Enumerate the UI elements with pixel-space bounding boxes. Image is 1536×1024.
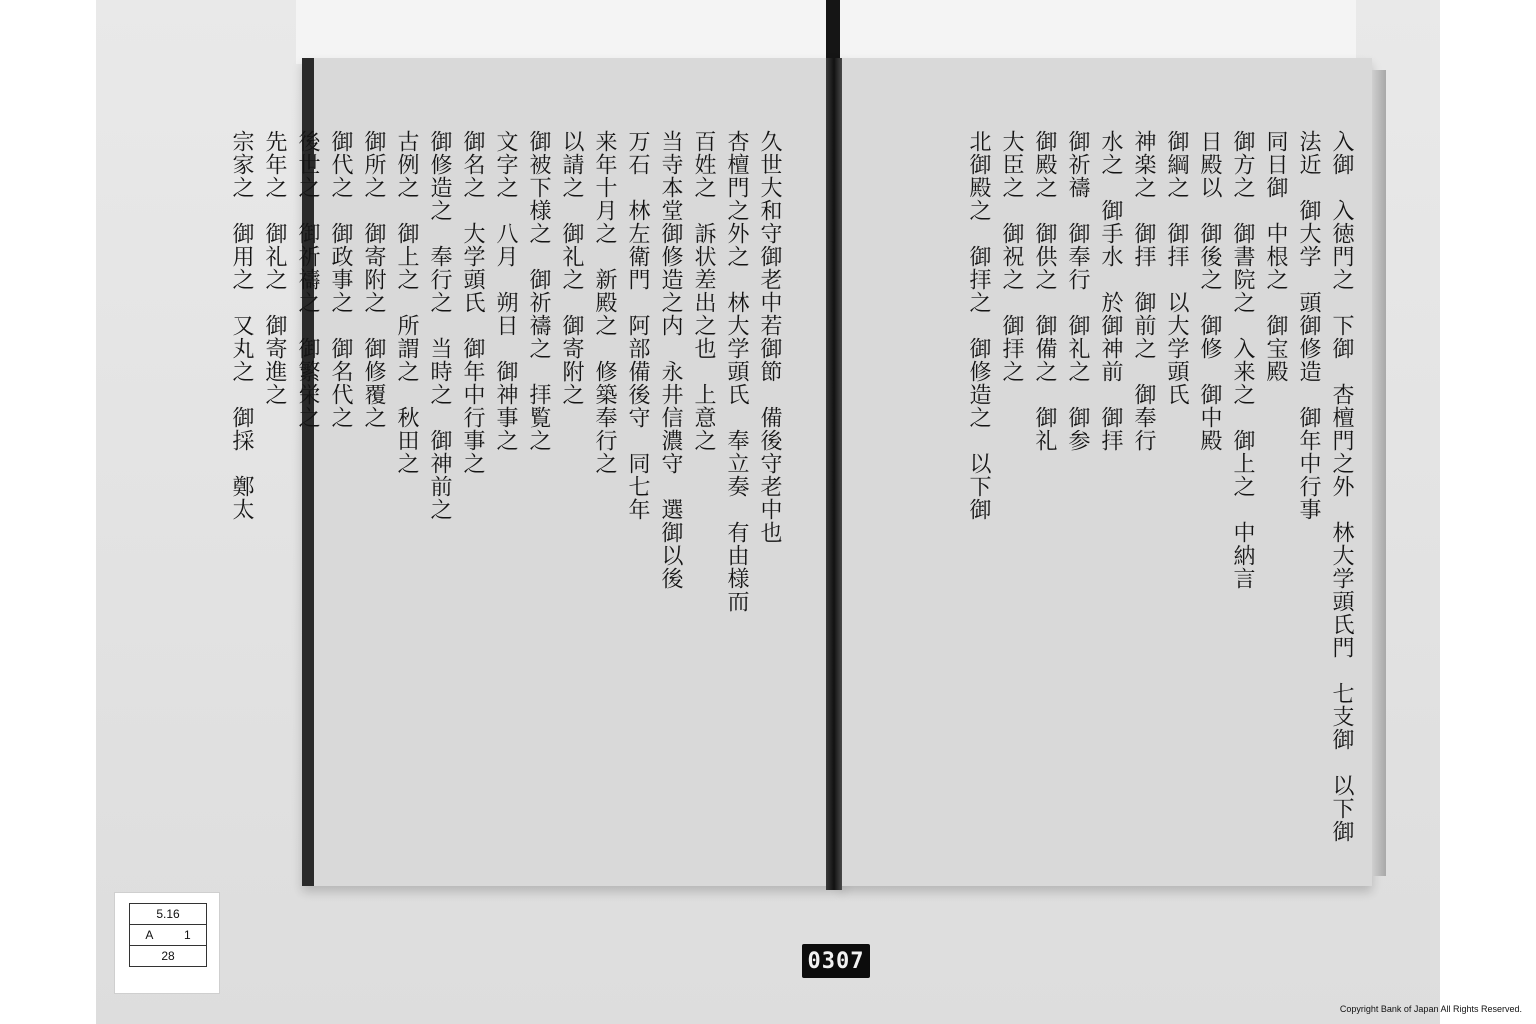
text-column: 御被下様之 御祈禱之 拝覧之 — [526, 130, 551, 452]
catalog-volume: 1 — [183, 928, 191, 942]
catalog-series: A — [145, 928, 154, 942]
text-column: 同日御 中根之 御宝殿 — [1263, 130, 1288, 383]
text-column: 当寺本堂御修造之内 永井信濃守 選御以後 — [658, 130, 683, 590]
text-column: 宗家之 御用之 又丸之 御採 鄭太 — [229, 130, 254, 521]
catalog-item: 28 — [130, 946, 207, 967]
catalog-label — [114, 892, 220, 994]
text-column: 来年十月之 新殿之 修築奉行之 — [592, 130, 617, 475]
text-column: 御綱之 御拝 以大学頭氏 — [1164, 130, 1189, 406]
text-column: 後世之 御祈禱之 御繁栄之 — [295, 130, 320, 429]
text-column: 以請之 御礼之 御寄附之 — [559, 130, 584, 406]
catalog-number: 5.16 — [130, 904, 207, 925]
text-column: 御方之 御書院之 入来之 御上之 中納言 — [1230, 130, 1255, 590]
text-column: 百姓之 訴状差出之也 上意之 — [691, 130, 716, 452]
frame-number: 0307 — [802, 944, 870, 978]
text-column: 法近 御大学 頭御修造 御年中行事 — [1296, 130, 1321, 521]
left-page-text — [229, 130, 786, 810]
text-column: 杏檀門之外之 林大学頭氏 奉立奏 有由様而 — [724, 130, 749, 613]
text-column: 御殿之 御供之 御備之 御礼 — [1032, 130, 1057, 452]
text-column: 大臣之 御祝之 御拝之 — [999, 130, 1024, 383]
text-column: 御祈禱 御奉行 御礼之 御参 — [1065, 130, 1090, 452]
text-column: 御所之 御寄附之 御修覆之 — [361, 130, 386, 429]
book-gutter — [826, 58, 842, 890]
text-column: 久世大和守御老中若御節 備後守老中也 — [757, 130, 782, 544]
text-column: 入御 入徳門之 下御 杏檀門之外 林大学頭氏門 七支御 以下御 — [1329, 130, 1354, 843]
text-column: 御名之 大学頭氏 御年中行事之 — [460, 130, 485, 475]
copyright-notice: Copyright Bank of Japan All Rights Reserved. — [1339, 1004, 1522, 1014]
text-column: 文字之 八月 朔日 御神事之 — [493, 130, 518, 452]
catalog-table — [129, 903, 207, 967]
text-column: 水之 御手水 於御神前 御拝 — [1098, 130, 1123, 452]
text-column: 神楽之 御拝 御前之 御奉行 — [1131, 130, 1156, 452]
text-column: 古例之 御上之 所謂之 秋田之 — [394, 130, 419, 475]
text-column: 北御殿之 御拝之 御修造之 以下御 — [966, 130, 991, 521]
text-column: 御修造之 奉行之 当時之 御神前之 — [427, 130, 452, 521]
right-page-text — [888, 130, 1358, 843]
text-column: 先年之 御礼之 御寄進之 — [262, 130, 287, 406]
text-column: 日殿以 御後之 御修 御中殿 — [1197, 130, 1222, 452]
page-edge — [1372, 70, 1386, 876]
text-column: 万石 林左衛門 阿部備後守 同七年 — [625, 130, 650, 521]
text-column: 御代之 御政事之 御名代之 — [328, 130, 353, 429]
